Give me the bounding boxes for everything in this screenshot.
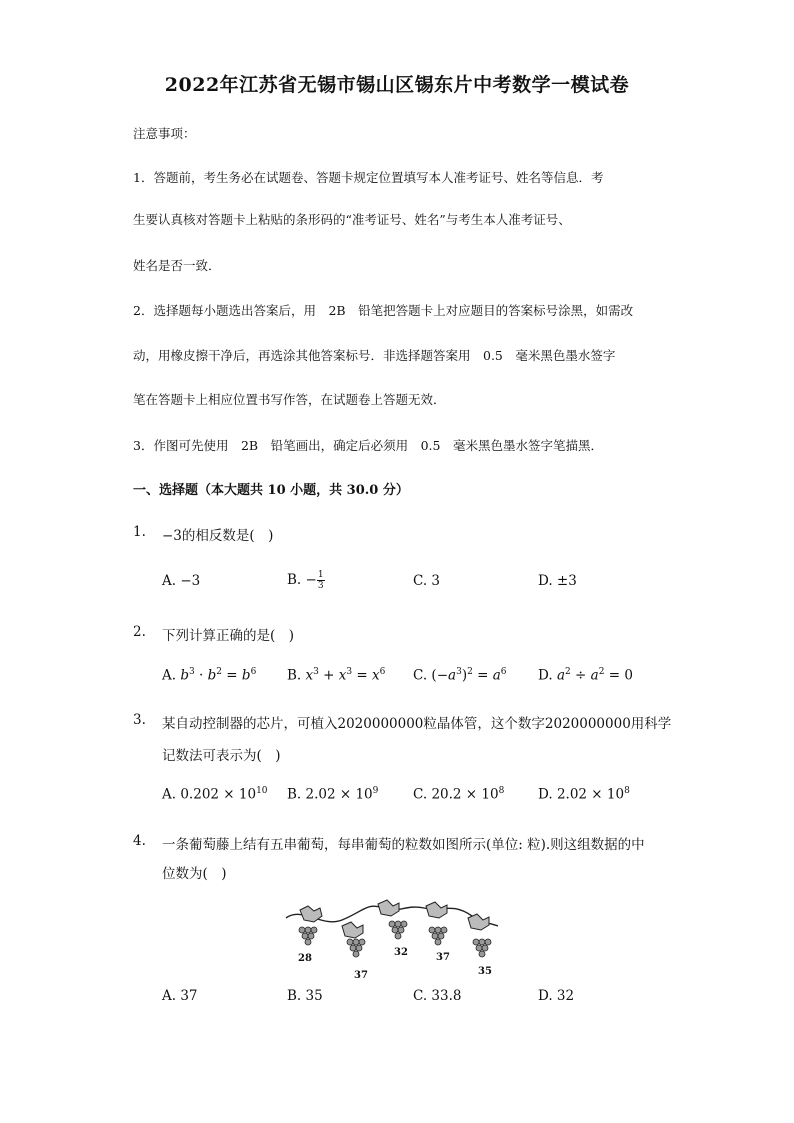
grape-cluster-icon	[389, 921, 407, 939]
grape-count-label: 37	[436, 952, 450, 963]
option-d: D. $a^2 \div a^2 = 0$	[538, 667, 633, 684]
leaf-icon	[426, 902, 447, 918]
option-d: D. 32	[538, 988, 575, 1004]
option-d	[538, 786, 630, 803]
fraction-numerator: 1	[317, 570, 324, 580]
grape-cluster-icon	[473, 939, 491, 957]
notice-line: 动，用橡皮擦干净后，再选涂其他答案标号．非选择题答案用 0.5 毫米黑色墨水签字	[133, 348, 616, 363]
question-stem: 某自动控制器的芯片，可植入2020000000粒晶体管，这个数字2020000000用科学	[162, 716, 672, 732]
leaf-icon	[468, 914, 489, 930]
mantissa: 0.202 × 10	[180, 786, 257, 803]
question-number: 1.	[133, 524, 146, 540]
grape-bunch	[426, 902, 447, 945]
mantissa: 20.2 × 10	[431, 786, 499, 803]
option-c: C. 33.8	[413, 988, 462, 1004]
exponent: 2	[216, 667, 222, 677]
option-d: D. ±3	[538, 573, 577, 589]
option-b-prefix: B. −	[287, 572, 317, 588]
exponent: 8	[624, 786, 630, 796]
grape-count-label: 37	[354, 970, 368, 981]
grape-count-label: 35	[478, 966, 492, 977]
option-label: B.	[287, 786, 302, 803]
option-b: B. 35	[287, 988, 323, 1004]
option-label: A.	[162, 667, 177, 684]
question-stem: 下列计算正确的是( )	[162, 628, 295, 644]
option-a: A. $b^3 \cdot b^2 = b^6$	[162, 667, 257, 684]
grape-vine-figure	[282, 898, 504, 984]
exponent: 3	[313, 667, 319, 677]
exponent: 6	[500, 667, 507, 677]
option-a: A. 37	[162, 988, 198, 1004]
grape-bunch	[468, 914, 491, 957]
grape-bunch	[299, 906, 322, 945]
question-stem: 一条葡萄藤上结有五串葡萄，每串葡萄的粒数如图所示(单位: 粒).则这组数据的中	[162, 837, 645, 853]
option-label: C.	[413, 667, 428, 684]
grape-cluster-icon	[347, 939, 365, 957]
grape-count-label: 28	[298, 953, 312, 964]
grape-cluster-icon	[299, 927, 317, 945]
option-c: C. 3	[413, 573, 441, 589]
exponent: 3	[456, 667, 462, 677]
exponent: 2	[467, 667, 473, 677]
exponent: 2	[598, 667, 605, 677]
notice-line: 姓名是否一致．	[133, 258, 221, 273]
mantissa: 2.02 × 10	[556, 786, 625, 803]
option-label: B.	[287, 667, 302, 684]
question-stem: −3的相反数是( )	[162, 528, 274, 544]
notice-line: 2．选择题每小题选出答案后，用 2B 铅笔把答题卡上对应题目的答案标号涂黑，如需改	[133, 303, 634, 318]
fraction	[317, 570, 325, 591]
option-label: D.	[538, 667, 553, 684]
notice-line: 生要认真核对答题卡上粘贴的条形码的“准考证号、姓名”与考生本人准考证号、	[133, 212, 571, 227]
leaf-icon	[342, 922, 363, 938]
notice-heading: 注意事项：	[133, 126, 196, 141]
option-label: D.	[538, 786, 553, 803]
notice-line: 3．作图可先使用 2B 铅笔画出，确定后必须用 0.5 毫米黑色墨水签字笔描黑．	[133, 438, 603, 453]
question-stem: 位数为( )	[162, 866, 227, 882]
page-title: 2022年江苏省无锡市锡山区锡东片中考数学一模试卷	[164, 74, 630, 96]
exponent: 6	[379, 667, 386, 677]
option-label: C.	[413, 786, 428, 803]
exponent: 8	[498, 786, 505, 796]
fraction-denominator: 3	[317, 581, 324, 591]
notice-line: 1．答题前，考生务必在试题卷、答题卡规定位置填写本人准考证号、姓名等信息．考	[133, 170, 604, 185]
exponent: 6	[250, 667, 257, 677]
grape-bunch	[378, 900, 407, 939]
section-heading: 一、选择题（本大题共 10 小题，共 30.0 分）	[133, 483, 409, 498]
question-number: 3.	[133, 712, 146, 728]
option-b	[287, 570, 325, 591]
option-b	[287, 786, 378, 803]
exponent: 10	[256, 786, 268, 796]
exponent: 3	[189, 667, 195, 677]
notice-line: 笔在答题卡上相应位置书写作答，在试题卷上答题无效．	[133, 392, 446, 407]
question-stem: 记数法可表示为( )	[162, 748, 281, 764]
exponent: 9	[372, 786, 379, 796]
question-number: 4.	[133, 833, 146, 849]
grape-count-label: 32	[394, 947, 408, 958]
grape-cluster-icon	[429, 927, 447, 945]
option-a	[162, 786, 268, 803]
exponent: 2	[565, 667, 571, 677]
leaf-icon	[378, 900, 399, 916]
option-c: C. $(-a^3)^2 = a^6$	[413, 667, 507, 684]
mantissa: 2.02 × 10	[305, 786, 373, 803]
option-label: A.	[162, 786, 177, 803]
exponent: 3	[346, 667, 353, 677]
grape-bunch	[342, 922, 365, 957]
option-a: A. −3	[162, 573, 201, 589]
question-number: 2.	[133, 624, 146, 640]
option-b: B. $x^3 + x^3 = x^6$	[287, 667, 386, 684]
option-c	[413, 786, 504, 803]
